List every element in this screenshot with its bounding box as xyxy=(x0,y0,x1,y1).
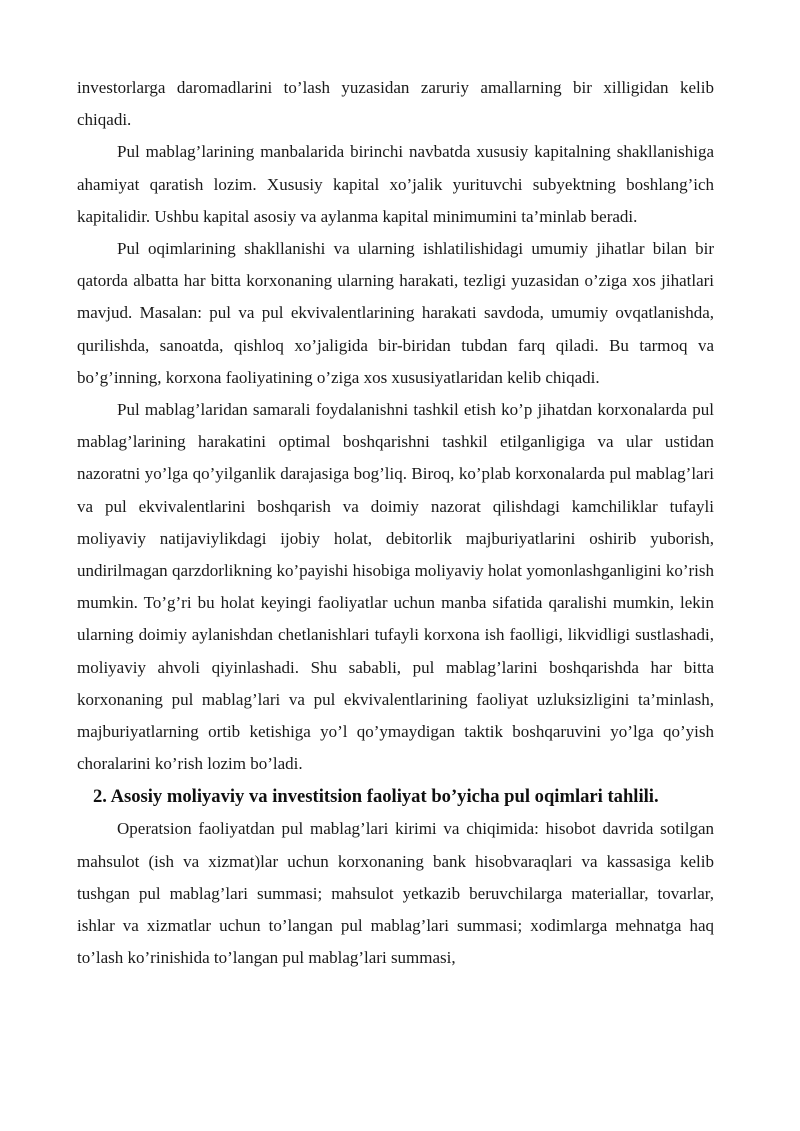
paragraph-continuation: investorlarga daromadlarini to’lash yuzasidan zaruriy amallarning bir xilligidan kelib chiqadi. xyxy=(77,78,714,130)
paragraph-cash-management: Pul mablag’laridan samarali foydalanishni tashkil etish ko’p jihatdan korxonalarda pul mablag’larining harakatini optimal boshqarishni tashkil etilganligiga va ular ustidan nazoratni yo’lga qo’yilganlik darajasiga bog’liq. Biroq, ko’plab korxonalarda pul mablag’lari va pul ekvivalentlarini boshqarish va doimiy nazorat qilishdagi kamchiliklar tufayli moliyaviy natijaviylikdagi ijobiy holat, debitorlik majburiyatlarini oshirib yuborish, undirilmagan qarzdorlikning ko’payishi hisobiga moliyaviy holat yomonlashganligini ko’rish mumkin. To’g’ri bu holat keyingi faoliyatlar uchun manba sifatida qaralishi mumkin, lekin ularning doimiy aylanishdan chetlanishlari tufayli korxona ish faolligi, likvidligi sustlashadi, moliyaviy ahvoli qiyinlashadi. Shu sababli, pul mablag’larini boshqarishda har bitta korxonaning pul mablag’lari va pul ekvivalentlarining faoliyat uzluksizligini ta’minlash, majburiyatlarning ortib ketishiga yo’l qo’ymaydigan taktik boshqaruvini yo’lga qo’yish choralarini ko’rish lozim bo’ladi. xyxy=(77,400,714,774)
paragraph-cash-flow-features: Pul oqimlarining shakllanishi va ularning ishlatilishidagi umumiy jihatlar bilan bir qatorda albatta har bitta korxonaning ularning harakati, tezligi yuzasidan o’ziga xos jihatlari mavjud. Masalan: pul va pul ekvivalentlarining harakati savdoda, umumiy ovqatlanishda, qurilishda, sanoatda, qishloq xo’jaligida bir-biridan tubdan farq qiladi. Bu tarmoq va bo’g’inning, korxona faoliyatining o’ziga xos xususiyatlaridan kelib chiqadi. xyxy=(77,239,714,387)
document-body xyxy=(77,72,714,974)
section-heading: 2. Asosiy moliyaviy va investitsion faoliyat bo’yicha pul oqimlari tahlili. xyxy=(93,786,659,808)
paragraph-operating-activity: Operatsion faoliyatdan pul mablag’lari kirimi va chiqimida: hisobot davrida sotilgan mahsulot (ish va xizmat)lar uchun korxonaning bank hisobvaraqlari va kassasiga kelib tushgan pul mablag’lari summasi; mahsulot yetkazib beruvchilarga materiallar, tovarlar, ishlar va xizmatlar uchun to’langan pul mablag’lari summasi; xodimlarga mehnatga haq to’lash ko’rinishida to’langan pul mablag’lari summasi, xyxy=(77,819,714,968)
paragraph-private-capital: Pul mablag’larining manbalarida birinchi navbatda xususiy kapitalning shakllanishiga ahamiyat qaratish lozim. Xususiy kapital xo’jalik yurituvchi subyektning boshlang’ich kapitalidir. Ushbu kapital asosiy va aylanma kapital minimumini ta’minlab beradi. xyxy=(77,142,714,226)
